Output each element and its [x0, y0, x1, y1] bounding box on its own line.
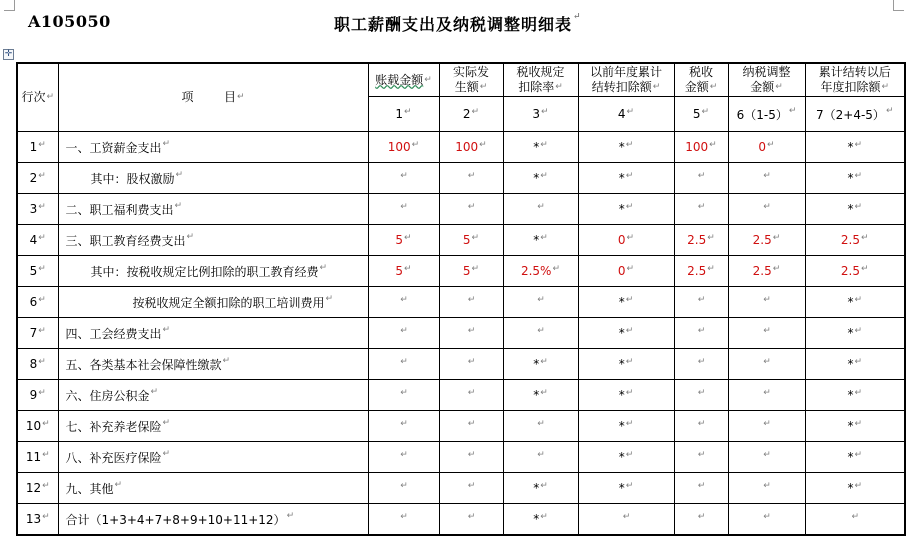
value-cell-col-5[interactable]: ↵ [674, 163, 728, 194]
header-row-labels [17, 63, 905, 97]
value-cell-col-4[interactable]: 0↵ [578, 256, 674, 287]
value-cell-col-4[interactable]: *↵ [578, 473, 674, 504]
item-name-cell[interactable]: 其中：股权激励↵ [58, 163, 368, 194]
value-cell-col-7[interactable]: 2.5↵ [805, 256, 905, 287]
value-cell-col-7[interactable]: 2.5↵ [805, 225, 905, 256]
value-cell-col-1[interactable]: ↵ [368, 411, 439, 442]
line-number-cell[interactable]: 10↵ [17, 411, 58, 442]
header-col-1: 账载金额↵ [368, 63, 439, 97]
table-row [17, 504, 905, 536]
value-cell-col-4[interactable]: *↵ [578, 349, 674, 380]
value-cell-col-6[interactable]: 0↵ [728, 132, 805, 163]
value-cell-col-1[interactable]: ↵ [368, 473, 439, 504]
table-row [17, 225, 905, 256]
header-col-7: 累计结转以后 年度扣除额↵ [805, 63, 905, 97]
value-cell-col-4[interactable]: *↵ [578, 287, 674, 318]
item-name-cell[interactable]: 二、职工福利费支出↵ [58, 194, 368, 225]
line-number-cell[interactable]: 6↵ [17, 287, 58, 318]
value-cell-col-5[interactable]: ↵ [674, 194, 728, 225]
value-cell-col-6[interactable]: ↵ [728, 380, 805, 411]
value-cell-col-7[interactable]: ↵ [805, 504, 905, 536]
header-num-5: 5↵ [674, 97, 728, 132]
table-row [17, 194, 905, 225]
value-cell-col-1[interactable]: 5↵ [368, 256, 439, 287]
page-title: 职工薪酬支出及纳税调整明细表↵ [334, 12, 582, 34]
value-cell-col-5[interactable]: ↵ [674, 318, 728, 349]
value-cell-col-5[interactable]: ↵ [674, 504, 728, 536]
table-row [17, 473, 905, 504]
value-cell-col-2[interactable]: ↵ [439, 287, 503, 318]
value-cell-col-3[interactable]: *↵ [503, 349, 578, 380]
value-cell-col-1[interactable]: ↵ [368, 194, 439, 225]
value-cell-col-2[interactable]: 5↵ [439, 256, 503, 287]
header-num-4: 4↵ [578, 97, 674, 132]
value-cell-col-2[interactable]: ↵ [439, 504, 503, 536]
table-row [17, 318, 905, 349]
table-row [17, 380, 905, 411]
value-cell-col-2[interactable]: ↵ [439, 194, 503, 225]
header-num-3: 3↵ [503, 97, 578, 132]
value-cell-col-6[interactable]: ↵ [728, 411, 805, 442]
value-cell-col-4[interactable]: 0↵ [578, 225, 674, 256]
value-cell-col-4[interactable]: *↵ [578, 318, 674, 349]
value-cell-col-6[interactable]: ↵ [728, 442, 805, 473]
table-row [17, 442, 905, 473]
value-cell-col-3[interactable]: 2.5%↵ [503, 256, 578, 287]
value-cell-col-6[interactable]: 2.5↵ [728, 256, 805, 287]
item-name-cell[interactable]: 九、其他↵ [58, 473, 368, 504]
header-num-7: 7（2+4-5）↵ [805, 97, 905, 132]
value-cell-col-4[interactable]: *↵ [578, 380, 674, 411]
value-cell-col-5[interactable]: 2.5↵ [674, 225, 728, 256]
value-cell-col-1[interactable]: 5↵ [368, 225, 439, 256]
table-row [17, 411, 905, 442]
page-corner-mark-right [893, 0, 904, 11]
value-cell-col-3[interactable]: *↵ [503, 225, 578, 256]
line-number-cell[interactable]: 8↵ [17, 349, 58, 380]
header-col-3: 税收规定 扣除率↵ [503, 63, 578, 97]
value-cell-col-4[interactable]: *↵ [578, 442, 674, 473]
value-cell-col-7[interactable]: *↵ [805, 442, 905, 473]
value-cell-col-7[interactable]: *↵ [805, 349, 905, 380]
line-number-cell[interactable]: 3↵ [17, 194, 58, 225]
value-cell-col-5[interactable]: ↵ [674, 349, 728, 380]
item-name-cell[interactable]: 其中：按税收规定比例扣除的职工教育经费↵ [58, 256, 368, 287]
value-cell-col-2[interactable]: ↵ [439, 349, 503, 380]
value-cell-col-2[interactable]: ↵ [439, 380, 503, 411]
header-col-4: 以前年度累计 结转扣除额↵ [578, 63, 674, 97]
value-cell-col-3[interactable]: ↵ [503, 194, 578, 225]
value-cell-col-2[interactable]: ↵ [439, 411, 503, 442]
item-name-cell[interactable]: 合计（1+3+4+7+8+9+10+11+12）↵ [58, 504, 368, 536]
value-cell-col-3[interactable]: *↵ [503, 380, 578, 411]
value-cell-col-4[interactable]: *↵ [578, 163, 674, 194]
item-name-cell[interactable]: 八、补充医疗保险↵ [58, 442, 368, 473]
value-cell-col-4[interactable]: *↵ [578, 411, 674, 442]
value-cell-col-3[interactable]: *↵ [503, 163, 578, 194]
line-number-cell[interactable]: 9↵ [17, 380, 58, 411]
value-cell-col-5[interactable]: ↵ [674, 380, 728, 411]
value-cell-col-6[interactable]: ↵ [728, 194, 805, 225]
value-cell-col-5[interactable]: 2.5↵ [674, 256, 728, 287]
table-row [17, 256, 905, 287]
line-number-cell[interactable]: 1↵ [17, 132, 58, 163]
value-cell-col-1[interactable]: ↵ [368, 349, 439, 380]
value-cell-col-5[interactable]: ↵ [674, 411, 728, 442]
value-cell-col-1[interactable]: ↵ [368, 380, 439, 411]
form-code: A105050 [28, 12, 111, 31]
value-cell-col-7[interactable]: *↵ [805, 194, 905, 225]
item-name-cell[interactable]: 七、补充养老保险↵ [58, 411, 368, 442]
line-number-cell[interactable]: 2↵ [17, 163, 58, 194]
value-cell-col-3[interactable]: *↵ [503, 473, 578, 504]
value-cell-col-1[interactable]: ↵ [368, 504, 439, 536]
value-cell-col-2[interactable]: ↵ [439, 318, 503, 349]
item-name-cell[interactable]: 五、各类基本社会保障性缴款↵ [58, 349, 368, 380]
item-name-cell[interactable]: 一、工资薪金支出↵ [58, 132, 368, 163]
value-cell-col-5[interactable]: ↵ [674, 442, 728, 473]
item-name-cell[interactable]: 三、职工教育经费支出↵ [58, 225, 368, 256]
value-cell-col-1[interactable]: ↵ [368, 318, 439, 349]
line-number-cell[interactable]: 4↵ [17, 225, 58, 256]
item-name-cell[interactable]: 按税收规定全额扣除的职工培训费用↵ [58, 287, 368, 318]
value-cell-col-7[interactable]: *↵ [805, 380, 905, 411]
value-cell-col-1[interactable]: 100↵ [368, 132, 439, 163]
value-cell-col-2[interactable]: ↵ [439, 163, 503, 194]
header-line-no: 行次↵ [17, 63, 58, 132]
line-number-cell[interactable]: 13↵ [17, 504, 58, 536]
value-cell-col-1[interactable]: ↵ [368, 163, 439, 194]
value-cell-col-7[interactable]: *↵ [805, 163, 905, 194]
value-cell-col-4[interactable]: ↵ [578, 504, 674, 536]
value-cell-col-6[interactable]: ↵ [728, 504, 805, 536]
value-cell-col-7[interactable]: *↵ [805, 411, 905, 442]
table-row [17, 163, 905, 194]
item-name-cell[interactable]: 四、工会经费支出↵ [58, 318, 368, 349]
value-cell-col-2[interactable]: 100↵ [439, 132, 503, 163]
value-cell-col-6[interactable]: 2.5↵ [728, 225, 805, 256]
value-cell-col-7[interactable]: *↵ [805, 473, 905, 504]
table-row [17, 349, 905, 380]
value-cell-col-3[interactable]: ↵ [503, 287, 578, 318]
header-col-6: 纳税调整 金额↵ [728, 63, 805, 97]
header-num-1: 1↵ [368, 97, 439, 132]
value-cell-col-3[interactable]: *↵ [503, 132, 578, 163]
value-cell-col-7[interactable]: *↵ [805, 318, 905, 349]
line-number-cell[interactable]: 12↵ [17, 473, 58, 504]
value-cell-col-2[interactable]: ↵ [439, 473, 503, 504]
salary-adjustment-table [16, 62, 906, 536]
value-cell-col-1[interactable]: ↵ [368, 287, 439, 318]
table-row [17, 287, 905, 318]
page-corner-mark-left [4, 0, 15, 11]
header-item: 项 目↵ [58, 63, 368, 132]
header-col-2: 实际发 生额↵ [439, 63, 503, 97]
header-num-2: 2↵ [439, 97, 503, 132]
value-cell-col-2[interactable]: ↵ [439, 442, 503, 473]
value-cell-col-5[interactable]: ↵ [674, 473, 728, 504]
value-cell-col-3[interactable]: ↵ [503, 442, 578, 473]
value-cell-col-7[interactable]: *↵ [805, 287, 905, 318]
line-number-cell[interactable]: 11↵ [17, 442, 58, 473]
value-cell-col-3[interactable]: ↵ [503, 411, 578, 442]
value-cell-col-6[interactable]: ↵ [728, 349, 805, 380]
value-cell-col-6[interactable]: ↵ [728, 318, 805, 349]
value-cell-col-3[interactable]: ↵ [503, 318, 578, 349]
value-cell-col-7[interactable]: *↵ [805, 132, 905, 163]
value-cell-col-6[interactable]: ↵ [728, 163, 805, 194]
table-row [17, 132, 905, 163]
value-cell-col-3[interactable]: *↵ [503, 504, 578, 536]
value-cell-col-5[interactable]: ↵ [674, 287, 728, 318]
value-cell-col-6[interactable]: ↵ [728, 473, 805, 504]
value-cell-col-1[interactable]: ↵ [368, 442, 439, 473]
value-cell-col-4[interactable]: *↵ [578, 132, 674, 163]
table-move-handle-icon[interactable]: ✛ [4, 49, 13, 59]
value-cell-col-2[interactable]: 5↵ [439, 225, 503, 256]
value-cell-col-6[interactable]: ↵ [728, 287, 805, 318]
item-name-cell[interactable]: 六、住房公积金↵ [58, 380, 368, 411]
line-number-cell[interactable]: 5↵ [17, 256, 58, 287]
header-num-6: 6（1-5）↵ [728, 97, 805, 132]
value-cell-col-5[interactable]: 100↵ [674, 132, 728, 163]
value-cell-col-4[interactable]: *↵ [578, 194, 674, 225]
header-col-5: 税收 金额↵ [674, 63, 728, 97]
line-number-cell[interactable]: 7↵ [17, 318, 58, 349]
